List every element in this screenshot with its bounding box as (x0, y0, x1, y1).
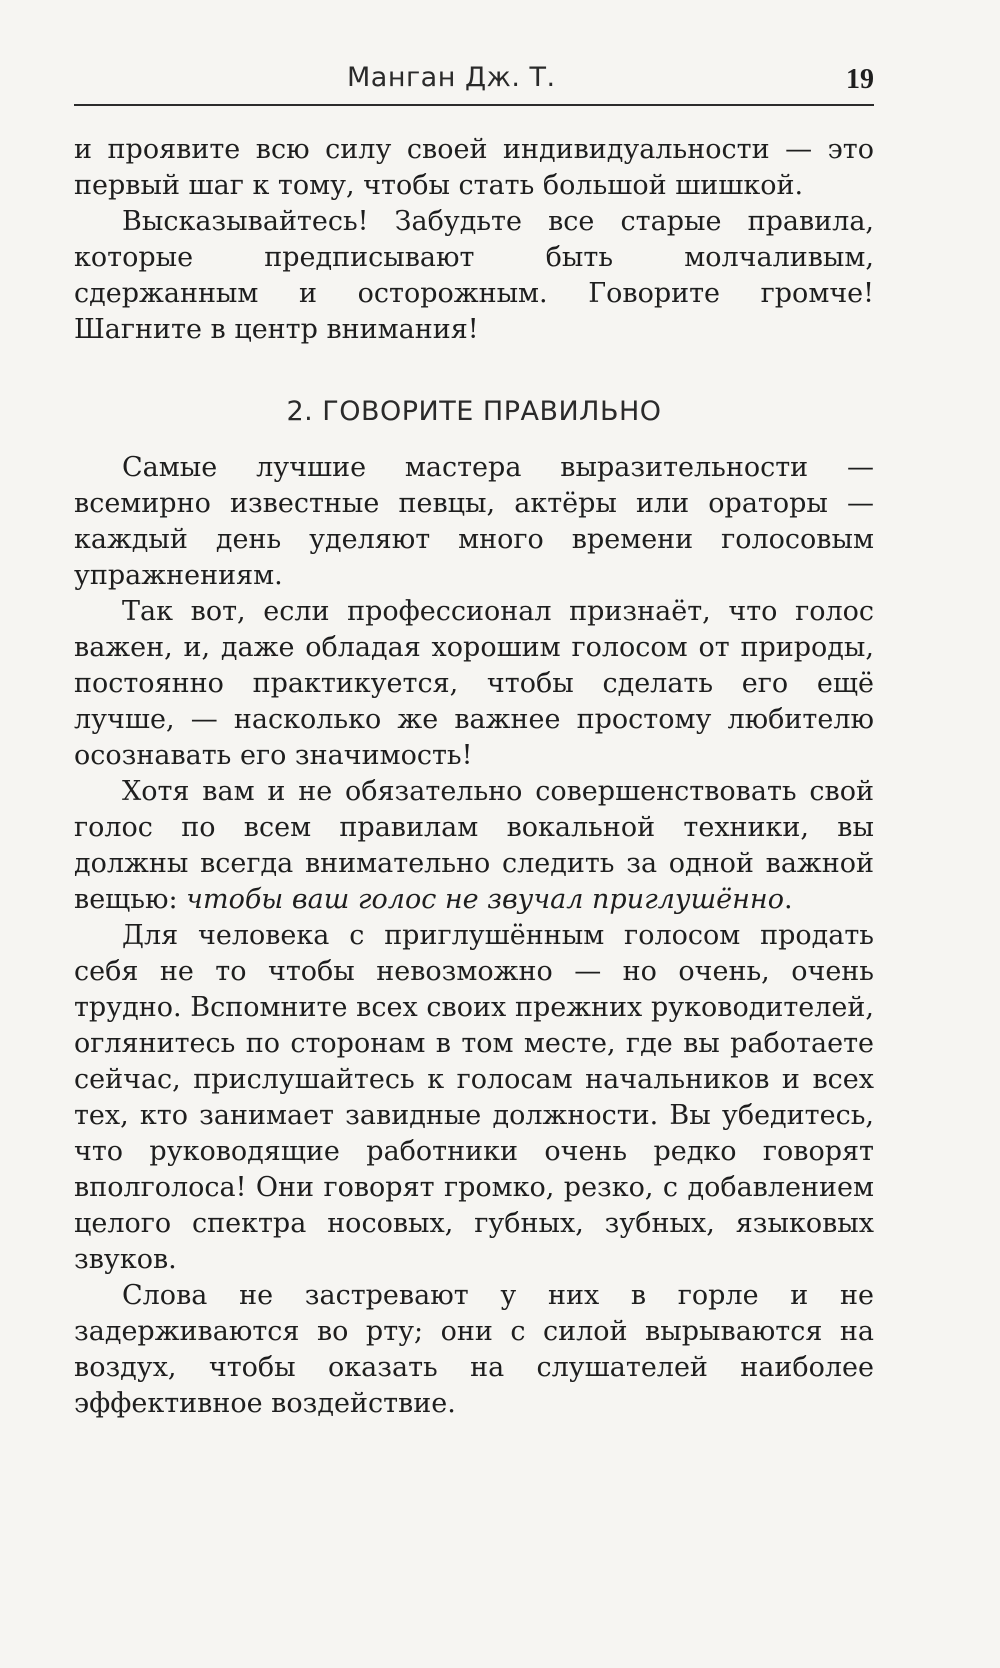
paragraph-end: . (783, 884, 793, 915)
section-heading: 2. ГОВОРИТЕ ПРАВИЛЬНО (286, 396, 662, 427)
paragraph-continued: и проявите всю силу своей индивидуальности — это первый шаг к тому, чтобы стать большой шишкой. (74, 134, 874, 201)
paragraph: Для человека с приглушённым голосом продать себя не то чтобы невозможно — но очень, очень трудно. Вспомните всех своих прежних руководителей, оглянитесь по сторонам в том месте, где вы работаете сейчас, прислушайтесь к голосам начальников и всех тех, кто занимает завидные должности. Вы убедитесь, что руководящие работники очень редко говорят вполголоса! Они говорят громко, резко, с добавлением целого спектра носовых, губных, зубных, языковых звуков. (74, 920, 874, 1275)
page-number: 19 (846, 64, 874, 95)
running-head (74, 60, 874, 106)
paragraph-with-emphasis (74, 774, 874, 918)
body-text (74, 132, 874, 1422)
running-head-author: Манган Дж. Т. (347, 62, 556, 93)
paragraph: Так вот, если профессионал признаёт, что голос важен, и, даже обладая хорошим голосом от природы, постоянно практикуется, чтобы сделать его ещё лучше, — насколько же важнее простому любителю осознавать его значимость! (74, 596, 874, 771)
paragraph: Слова не застревают у них в горле и не задерживаются во рту; они с силой вырываются на воздух, чтобы оказать на слушателей наиболее эффективное воздействие. (74, 1280, 874, 1419)
paragraph: Высказывайтесь! Забудьте все старые правила, которые предписывают быть молчаливым, сдержанным и осторожным. Говорите громче! Шагните в центр внимания! (74, 206, 874, 345)
emphasis-text: чтобы ваш голос не звучал приглушённо (186, 884, 784, 915)
paragraph: Самые лучшие мастера выразительности — всемирно известные певцы, актёры или ораторы — каждый день уделяют много времени голосовым упражнениям. (74, 452, 874, 591)
paragraph-text: Хотя вам и не обязательно совершенствовать свой голос по всем правилам вокальной техники, вы должны всегда внимательно следить за одной важной вещью: (74, 776, 874, 915)
